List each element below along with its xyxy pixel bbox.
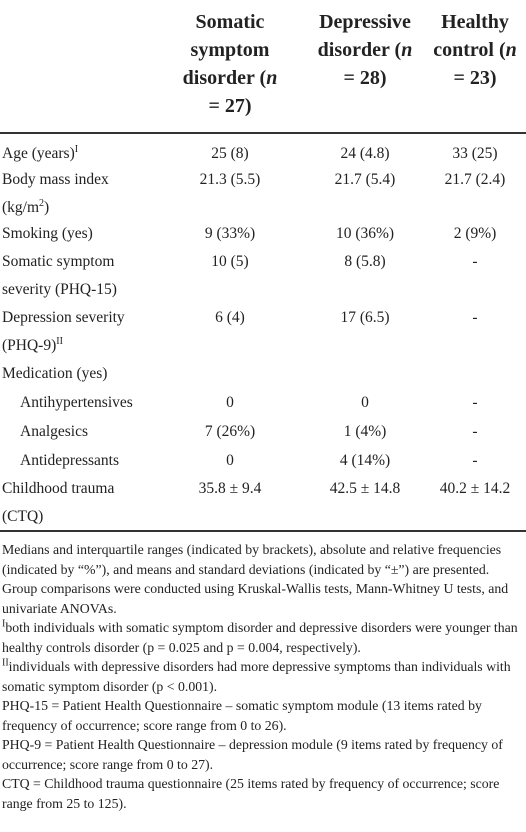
cell-depressive: 10 (36%) xyxy=(335,225,395,242)
footnote-marker: I xyxy=(74,143,79,155)
row-label: Age (years) xyxy=(2,145,75,162)
header-line: symptom xyxy=(190,39,270,61)
row-label: ) xyxy=(44,199,50,216)
header-divider xyxy=(0,132,526,134)
table-bottom-divider xyxy=(0,530,526,532)
note-phq9: PHQ-9 = Patient Health Questionnaire – depression module (9 items rated by frequency of occurrence; score range from 0 to 27). xyxy=(2,737,503,772)
note-phq15: PHQ-15 = Patient Health Questionnaire – somatic symptom module (13 items rated by frequency of occurrence; score range from 0 to 26). xyxy=(2,698,482,733)
row-label: Body mass index xyxy=(2,171,109,188)
header-somatic xyxy=(160,8,300,120)
cell-somatic: 10 (5) xyxy=(211,253,249,270)
cell-healthy: - xyxy=(472,309,478,326)
header-line: Somatic xyxy=(195,11,265,33)
cell-healthy: 21.7 (2.4) xyxy=(444,171,506,188)
row-label: Childhood trauma xyxy=(2,480,115,497)
row-label: Antihypertensives xyxy=(20,394,133,411)
row-label: Medication (yes) xyxy=(2,365,108,382)
cell-somatic: 21.3 (5.5) xyxy=(199,171,261,188)
superscript: 2 xyxy=(39,197,45,209)
cell-somatic: 0 xyxy=(226,394,234,411)
cell-somatic: 7 (26%) xyxy=(204,423,256,440)
row-label: (PHQ-9) xyxy=(2,337,57,354)
cell-healthy: 33 (25) xyxy=(452,145,498,162)
cell-somatic: 6 (4) xyxy=(215,309,245,326)
footnote-marker: I xyxy=(2,618,6,630)
header-line: disorder (n xyxy=(182,67,278,89)
cell-healthy: - xyxy=(472,423,478,440)
cell-depressive: 0 xyxy=(361,394,369,411)
header-healthy xyxy=(425,8,525,92)
cell-depressive: 24 (4.8) xyxy=(340,145,390,162)
row-label: (kg/m xyxy=(2,199,40,216)
header-line: Depressive xyxy=(319,11,411,33)
cell-healthy: 2 (9%) xyxy=(453,225,497,242)
cell-healthy: 40.2 ± 14.2 xyxy=(439,480,511,497)
cell-somatic: 0 xyxy=(226,452,234,469)
header-line: Healthy xyxy=(441,11,509,33)
cell-healthy: - xyxy=(472,253,478,270)
header-line: = 28) xyxy=(343,67,387,89)
note-ctq: CTQ = Childhood trauma questionnaire (25 items rated by frequency of occurrence; score range from 25 to 125). xyxy=(2,776,500,811)
note-main: Medians and interquartile ranges (indicated by brackets), absolute and relative frequencies (indicated by “%”), and means and standard deviations (indicated by “±”) are presented. Group comparisons were conducted using Kruskal-Wallis tests, Mann-Whitney U tests, and univariate ANOVAs. xyxy=(2,542,509,616)
header-line: control (n xyxy=(433,39,517,61)
header-line: disorder (n xyxy=(317,39,413,61)
row-label: (CTQ) xyxy=(2,508,44,525)
footnote-marker: II xyxy=(2,657,9,669)
table-notes xyxy=(2,540,522,813)
cell-somatic: 9 (33%) xyxy=(204,225,256,242)
cell-depressive: 21.7 (5.4) xyxy=(334,171,396,188)
row-label: Analgesics xyxy=(20,423,89,440)
note-footnote-1: $^I$both individuals with somatic symptom disorder and depressive disorders were younger than healthy controls disorder (p = 0.025 and p = 0.004, respectively). xyxy=(2,618,518,655)
cell-healthy: - xyxy=(472,394,478,411)
header-depressive xyxy=(305,8,425,92)
cell-depressive: 4 (14%) xyxy=(339,452,391,469)
note-footnote-2: $^{II}$individuals with depressive disorders had more depressive symptoms than individuals with somatic symptom disorder (p < 0.001). xyxy=(2,657,511,694)
row-label: severity (PHQ-15) xyxy=(2,281,117,298)
cell-somatic: 25 (8) xyxy=(211,145,249,162)
row-label: Smoking (yes) xyxy=(2,225,93,242)
row-label: Antidepressants xyxy=(20,452,120,469)
cell-depressive: 42.5 ± 14.8 xyxy=(329,480,401,497)
row-label: Somatic symptom xyxy=(2,253,115,270)
header-line: = 23) xyxy=(453,67,497,89)
cell-somatic: 35.8 ± 9.4 xyxy=(198,480,262,497)
footnote-marker: II xyxy=(56,335,63,347)
cell-depressive: 17 (6.5) xyxy=(340,309,390,326)
header-line: = 27) xyxy=(208,95,252,117)
row-label: Depression severity xyxy=(2,309,125,326)
cell-healthy: - xyxy=(472,452,478,469)
cell-depressive: 8 (5.8) xyxy=(344,253,386,270)
cell-depressive: 1 (4%) xyxy=(343,423,387,440)
